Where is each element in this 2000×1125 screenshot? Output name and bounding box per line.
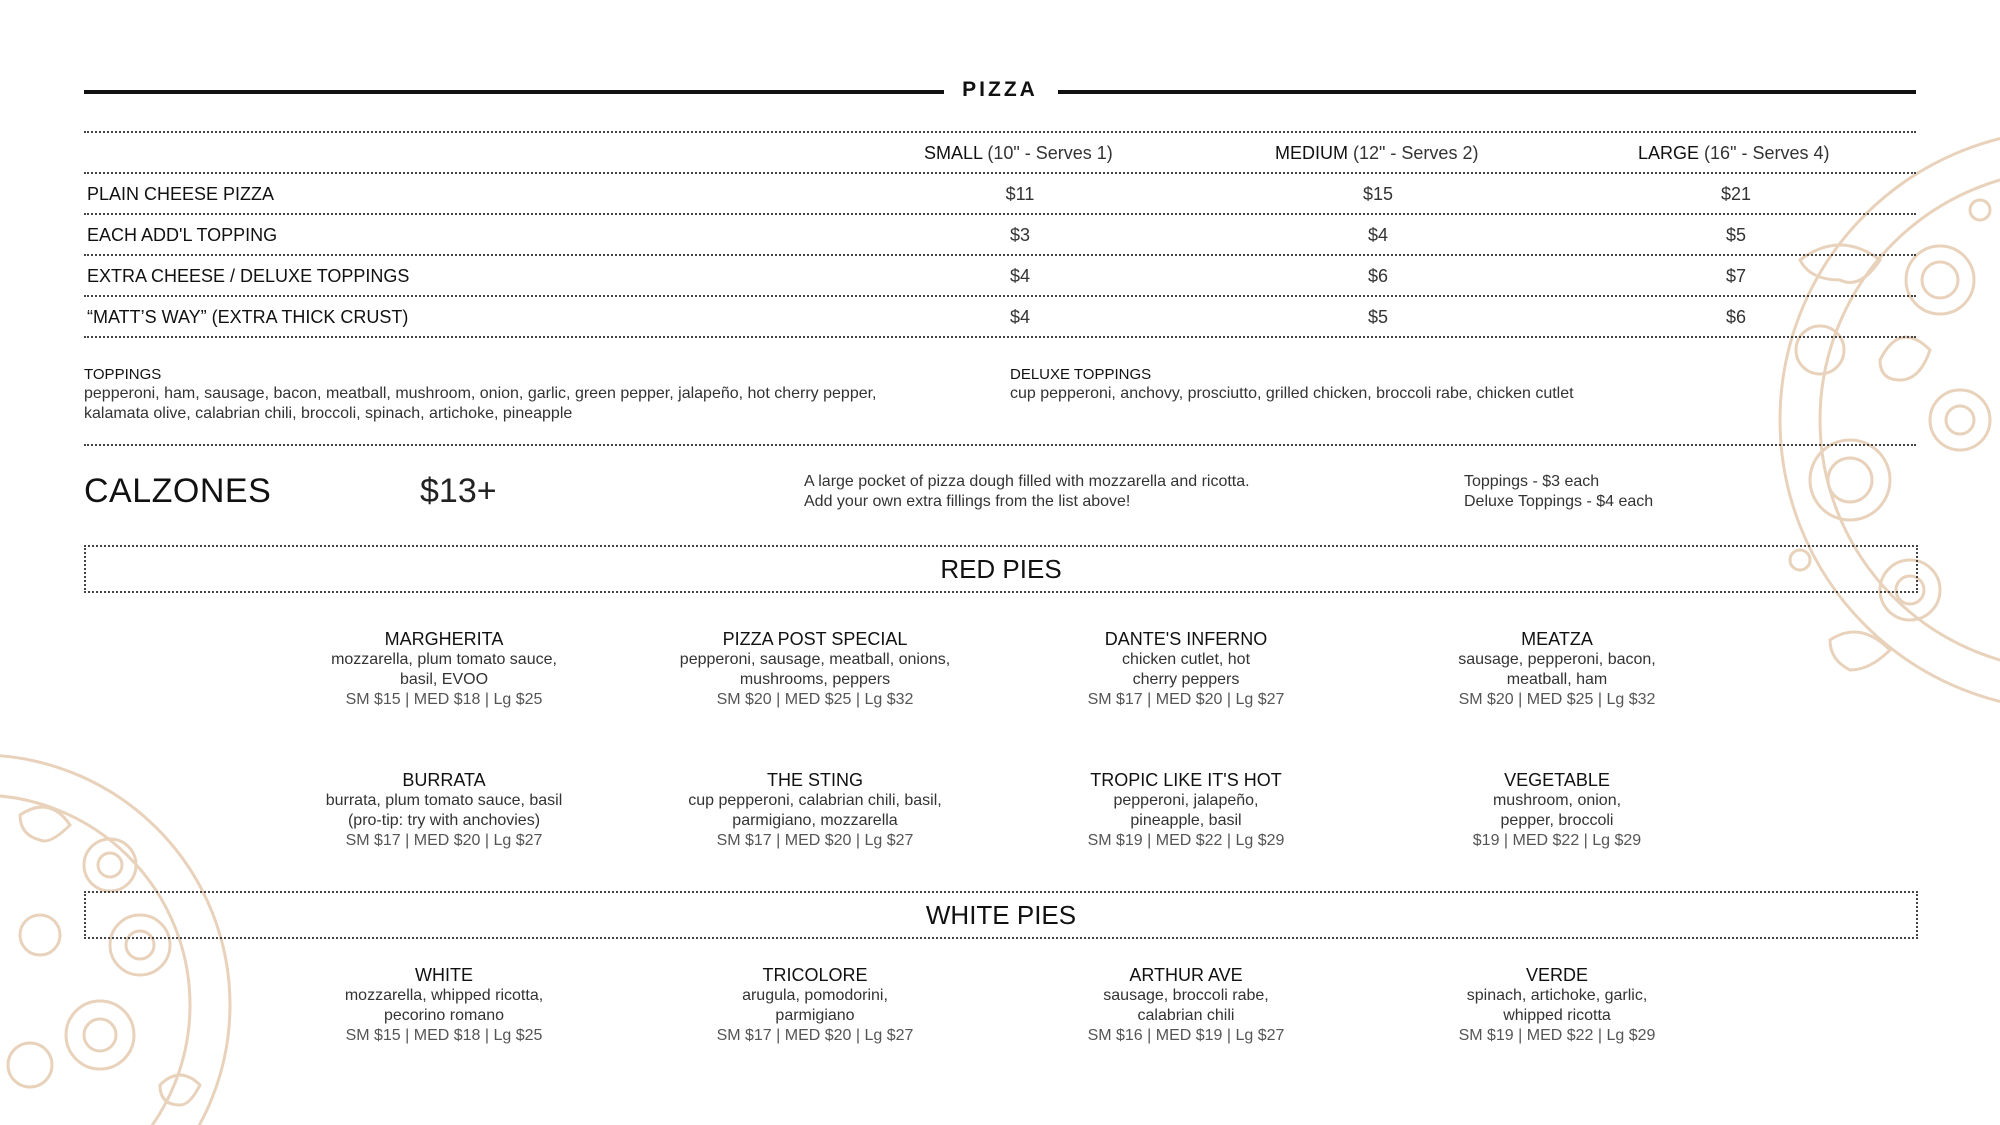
size-header-medium [1275, 143, 1478, 164]
pizza-rule-left [84, 90, 944, 94]
pie-name: DANTE'S INFERNO [1104, 629, 1268, 649]
pie-meatza [1392, 628, 1722, 710]
pie-price: SM $17 | MED $20 | Lg $27 [716, 1027, 914, 1044]
pie-vegetable [1392, 769, 1722, 851]
pie-desc: mozzarella, plum tomato sauce, [331, 651, 557, 668]
pie-desc: sausage, broccoli rabe, [1103, 987, 1269, 1004]
size-note: (12" - Serves 2) [1353, 143, 1479, 163]
red-pies-header-box [84, 545, 1918, 593]
price-small: $4 [1009, 266, 1031, 286]
pie-arthur-ave [1021, 964, 1351, 1046]
size-name: LARGE [1638, 143, 1700, 163]
pie-price: SM $16 | MED $19 | Lg $27 [1087, 1027, 1285, 1044]
pie-name: PIZZA POST SPECIAL [722, 629, 908, 649]
pie-price: SM $17 | MED $20 | Lg $27 [345, 832, 543, 849]
pie-price: SM $20 | MED $25 | Lg $32 [716, 691, 914, 708]
pie-desc: pecorino romano [383, 1007, 505, 1024]
price-small: $11 [1005, 184, 1035, 204]
row-label-extra-cheese: EXTRA CHEESE / DELUXE TOPPINGS [87, 266, 410, 286]
pizza-sketch-illustration-right [1740, 120, 2000, 760]
table-divider [84, 254, 1916, 256]
pie-price: SM $15 | MED $18 | Lg $25 [345, 691, 543, 708]
price-large: $5 [1725, 225, 1747, 245]
pie-white [279, 964, 609, 1046]
size-note: (10" - Serves 1) [987, 143, 1113, 163]
toppings-list [84, 384, 877, 424]
pizza-section-title: PIZZA [962, 78, 1038, 101]
pie-pizza-post-special [650, 628, 980, 710]
pie-desc: parmigiano, mozzarella [732, 812, 898, 829]
pie-name: TRICOLORE [762, 965, 868, 985]
row-label-addl-topping: EACH ADD'L TOPPING [87, 225, 278, 245]
white-pies-title: WHITE PIES [925, 900, 1077, 930]
pie-desc: parmigiano [775, 1007, 855, 1024]
calzones-price: $13+ [420, 472, 497, 510]
calzones-addons [1464, 472, 1653, 512]
pie-price: SM $20 | MED $25 | Lg $32 [1458, 691, 1656, 708]
pie-name: VERDE [1525, 965, 1588, 985]
price-large: $21 [1720, 184, 1752, 204]
pie-desc: mozzarella, whipped ricotta, [344, 987, 544, 1004]
calzones-title: CALZONES [84, 472, 272, 510]
price-medium: $6 [1367, 266, 1389, 286]
pie-desc: chicken cutlet, hot [1121, 651, 1251, 668]
size-header-small [924, 143, 1113, 164]
pie-desc: spinach, artichoke, garlic, [1466, 987, 1648, 1004]
pie-desc: basil, EVOO [399, 671, 489, 688]
section-divider [84, 444, 1916, 446]
pie-name: ARTHUR AVE [1129, 965, 1243, 985]
pie-price: $19 | MED $22 | Lg $29 [1472, 832, 1642, 849]
row-label-plain-cheese: PLAIN CHEESE PIZZA [87, 184, 275, 204]
table-divider [84, 336, 1916, 338]
pie-price: SM $17 | MED $20 | Lg $27 [716, 832, 914, 849]
pie-desc: meatball, ham [1506, 671, 1608, 688]
pie-name: THE STING [766, 770, 863, 790]
pie-desc: burrata, plum tomato sauce, basil [325, 792, 563, 809]
pie-price: SM $15 | MED $18 | Lg $25 [345, 1027, 543, 1044]
pie-desc: arugula, pomodorini, [742, 987, 888, 1004]
pie-desc: calabrian chili [1137, 1007, 1235, 1024]
pie-desc: cherry peppers [1132, 671, 1240, 688]
pie-desc: (pro-tip: try with anchovies) [347, 812, 541, 829]
table-divider [84, 213, 1916, 215]
table-divider [84, 295, 1916, 297]
pie-desc: mushrooms, peppers [739, 671, 891, 688]
calzones-desc-line: Add your own extra fillings from the list above! [804, 493, 1131, 510]
calzones-description [804, 472, 1250, 512]
pie-verde [1392, 964, 1722, 1046]
calzones-addon-line: Deluxe Toppings - $4 each [1464, 493, 1654, 510]
white-pies-header-box [84, 891, 1918, 939]
size-name: SMALL [924, 143, 983, 163]
pie-dantes-inferno [1021, 628, 1351, 710]
pie-desc: pineapple, basil [1130, 812, 1242, 829]
toppings-line: kalamata olive, calabrian chili, broccoli, spinach, artichoke, pineapple [84, 405, 573, 422]
pie-desc: pepperoni, sausage, meatball, onions, [679, 651, 951, 668]
pie-desc: whipped ricotta [1503, 1007, 1611, 1024]
pie-name: MARGHERITA [384, 629, 504, 649]
row-label-matts-way: “MATT’S WAY” (EXTRA THICK CRUST) [87, 307, 409, 327]
pie-price: SM $17 | MED $20 | Lg $27 [1087, 691, 1285, 708]
pie-margherita [279, 628, 609, 710]
size-note: (16" - Serves 4) [1704, 143, 1830, 163]
price-large: $7 [1725, 266, 1747, 286]
pie-name: WHITE [415, 965, 473, 985]
toppings-line: pepperoni, ham, sausage, bacon, meatball, mushroom, onion, garlic, green pepper, jalapeño, hot cherry pepper, [84, 385, 877, 402]
calzones-desc-line: A large pocket of pizza dough filled with mozzarella and ricotta. [804, 473, 1250, 490]
pie-desc: pepperoni, jalapeño, [1113, 792, 1259, 809]
pie-tropic-like-its-hot [1021, 769, 1351, 851]
pizza-rule-right [1058, 90, 1916, 94]
pie-tricolore [650, 964, 980, 1046]
table-divider [84, 131, 1916, 133]
pie-desc: mushroom, onion, [1492, 792, 1622, 809]
calzones-addon-line: Toppings - $3 each [1464, 473, 1600, 490]
pie-desc: cup pepperoni, calabrian chili, basil, [688, 792, 942, 809]
size-name: MEDIUM [1275, 143, 1348, 163]
price-medium: $4 [1367, 225, 1389, 245]
price-medium: $5 [1367, 307, 1389, 327]
price-large: $6 [1725, 307, 1747, 327]
price-small: $4 [1009, 307, 1031, 327]
size-header-large [1638, 143, 1829, 164]
pie-name: VEGETABLE [1504, 770, 1610, 790]
deluxe-toppings-label: DELUXE TOPPINGS [1010, 366, 1152, 383]
pie-price: SM $19 | MED $22 | Lg $29 [1458, 1027, 1656, 1044]
pie-price: SM $19 | MED $22 | Lg $29 [1087, 832, 1285, 849]
toppings-label: TOPPINGS [84, 366, 162, 383]
pie-burrata [279, 769, 609, 851]
pie-the-sting [650, 769, 980, 851]
deluxe-toppings-list: cup pepperoni, anchovy, prosciutto, grilled chicken, broccoli rabe, chicken cutlet [1010, 385, 1574, 402]
pie-name: TROPIC LIKE IT'S HOT [1090, 770, 1282, 790]
pie-name: BURRATA [402, 770, 486, 790]
pie-desc: pepper, broccoli [1500, 812, 1614, 829]
price-small: $3 [1009, 225, 1031, 245]
pie-desc: sausage, pepperoni, bacon, [1458, 651, 1656, 668]
price-medium: $15 [1362, 184, 1394, 204]
red-pies-title: RED PIES [940, 554, 1062, 584]
pie-name: MEATZA [1521, 629, 1593, 649]
table-divider [84, 172, 1916, 174]
